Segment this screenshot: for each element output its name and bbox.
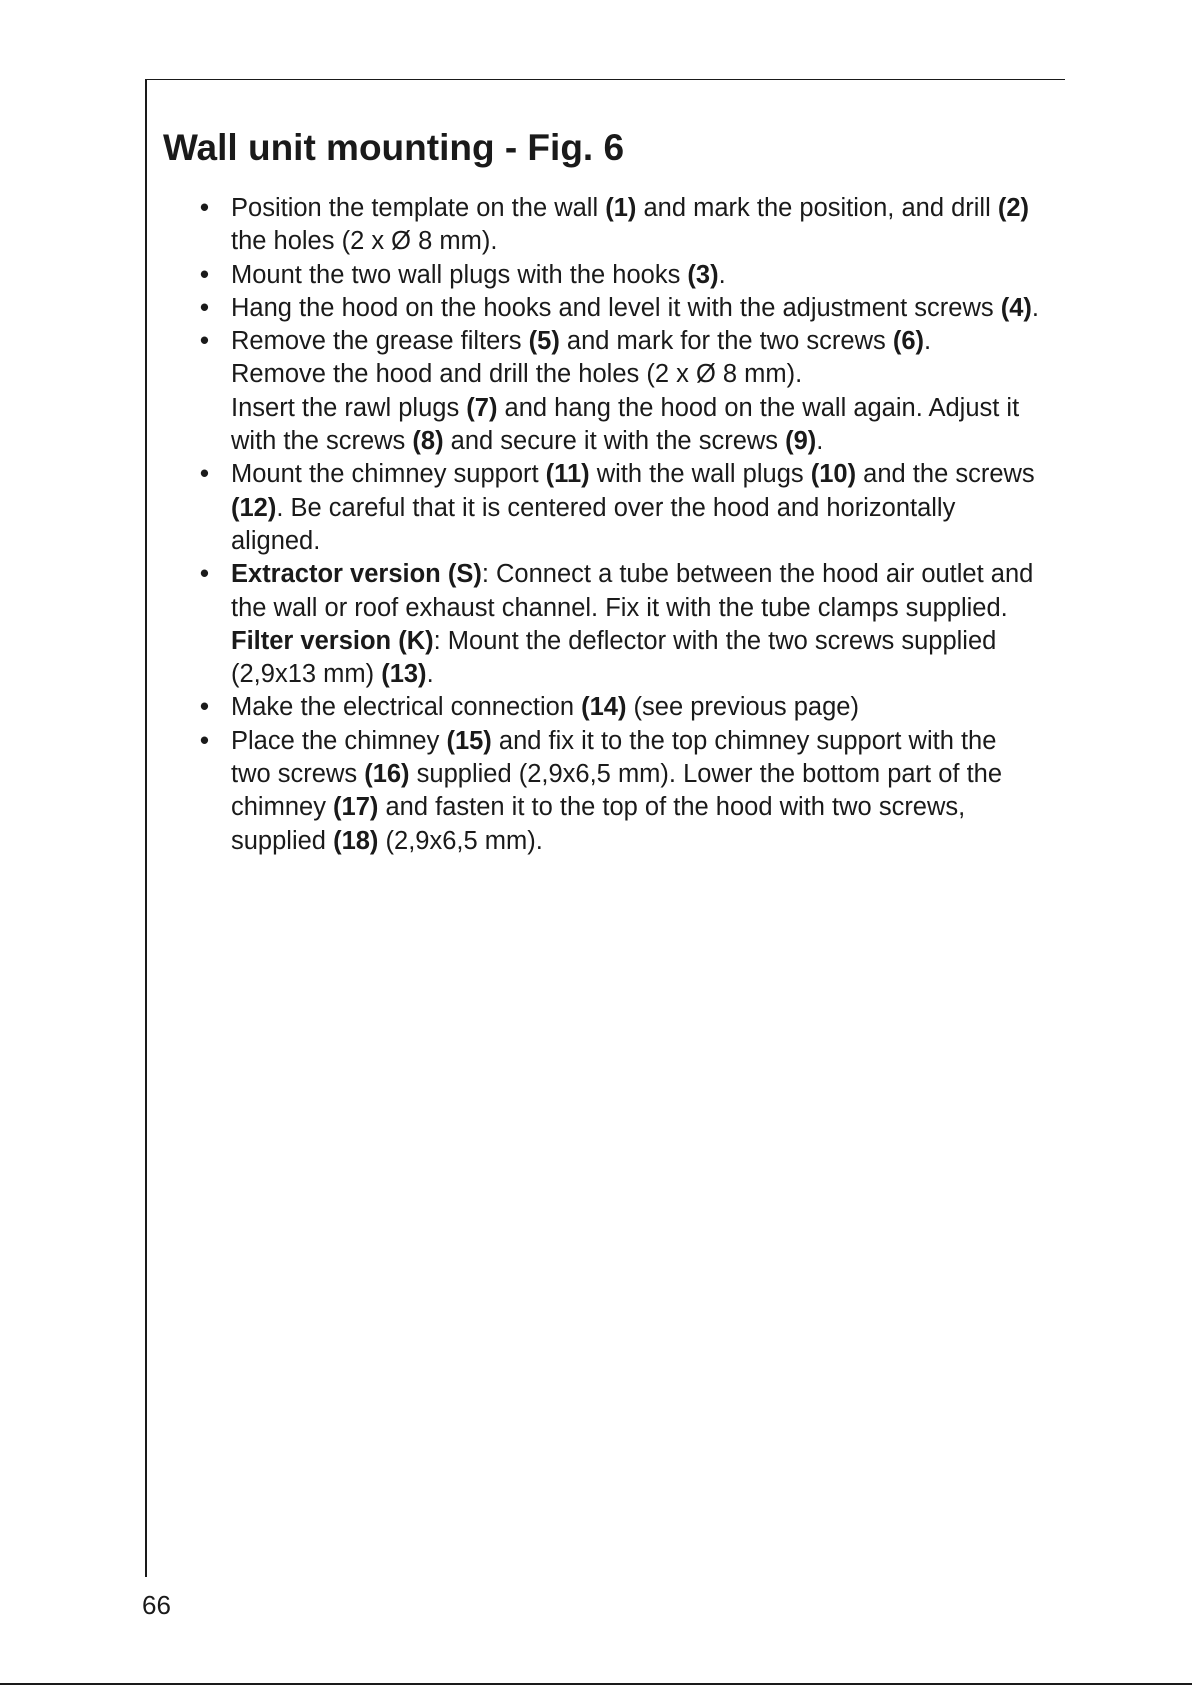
step-reference: (8) — [412, 427, 444, 456]
step-text: the holes (2 x Ø 8 mm). — [231, 227, 498, 256]
step-text: Mount the chimney support — [231, 460, 546, 489]
step-reference: (9) — [785, 427, 817, 456]
step-reference: (16) — [364, 760, 410, 789]
step-reference: (1) — [605, 194, 637, 222]
page-number: 66 — [142, 1590, 171, 1620]
step-text: : Mount the deflector with the two screws supplied (2,9x13 mm) — [231, 626, 997, 689]
frame-left-rule — [145, 79, 147, 1577]
instruction-step — [231, 325, 1039, 458]
instruction-step — [231, 458, 1039, 558]
step-reference: (17) — [333, 793, 379, 822]
step-text: . — [816, 427, 824, 456]
section-title: Wall unit mounting - Fig. 6 — [163, 127, 625, 168]
step-reference: Extractor version (S) — [231, 560, 482, 589]
step-text: and the screws — [856, 460, 1035, 489]
step-text: Remove the grease filters — [231, 327, 529, 356]
step-reference: (12) — [231, 493, 277, 522]
step-reference: (11) — [545, 460, 590, 489]
step-text: and fix it to the top chimney support with the two screws — [231, 726, 997, 789]
step-text: . — [1031, 293, 1039, 322]
instruction-step — [231, 691, 1039, 724]
step-reference: (6) — [892, 327, 925, 356]
step-text: and mark for the two screws — [559, 327, 893, 356]
step-text: : Connect a tube between the hood air outlet and the wall or roof exhaust channel. Fix it with the tube clamps supplied. — [231, 560, 1034, 622]
step-text: Remove the hood and drill the holes (2 x Ø 8 mm). — [231, 360, 803, 389]
step-reference: (15) — [446, 726, 492, 755]
step-text: with the wall plugs — [589, 460, 811, 489]
step-text: Position the template on the wall — [231, 194, 606, 222]
instruction-step — [231, 259, 1039, 292]
step-text: . — [426, 660, 434, 689]
step-text: . — [924, 327, 932, 356]
step-text: Hang the hood on the hooks and level it with the adjustment screws — [231, 293, 1001, 322]
step-reference: (2) — [997, 194, 1030, 222]
step-text: (2,9x6,5 mm). — [378, 826, 543, 855]
step-reference: (18) — [333, 826, 379, 855]
step-reference: (14) — [581, 693, 627, 722]
step-text: and mark the position, and drill — [636, 194, 998, 222]
step-reference: (13) — [381, 660, 427, 689]
instruction-step — [231, 725, 1039, 858]
step-reference: (5) — [528, 327, 560, 356]
step-text: . Be careful that it is centered over the hood and horizontally aligned. — [231, 493, 956, 555]
step-reference: (7) — [466, 393, 498, 422]
step-reference: (4) — [1000, 293, 1032, 322]
frame-top-rule — [145, 79, 1065, 80]
step-text: Make the electrical connection — [231, 693, 582, 722]
step-text: Mount the two wall plugs with the hooks — [231, 260, 688, 289]
instruction-step — [231, 558, 1039, 691]
step-reference: (10) — [810, 460, 857, 489]
instruction-step — [231, 292, 1039, 325]
instruction-list — [231, 192, 1039, 858]
step-text: Place the chimney — [231, 726, 447, 755]
step-text: and fasten it to the top of the hood with two screws, supplied — [231, 793, 966, 855]
step-text: and hang the hood on the wall again. Adjust it with the screws — [231, 393, 1020, 456]
step-text: Insert the rawl plugs — [231, 393, 467, 422]
step-text: supplied (2,9x6,5 mm). Lower the bottom part of the chimney — [231, 760, 1003, 822]
step-reference: (3) — [687, 260, 719, 289]
step-reference: Filter version (K) — [231, 626, 434, 655]
step-text: and secure it with the screws — [443, 427, 786, 456]
instruction-step — [231, 192, 1039, 259]
step-text: . — [718, 260, 726, 289]
step-text: (see previous page) — [626, 693, 859, 722]
